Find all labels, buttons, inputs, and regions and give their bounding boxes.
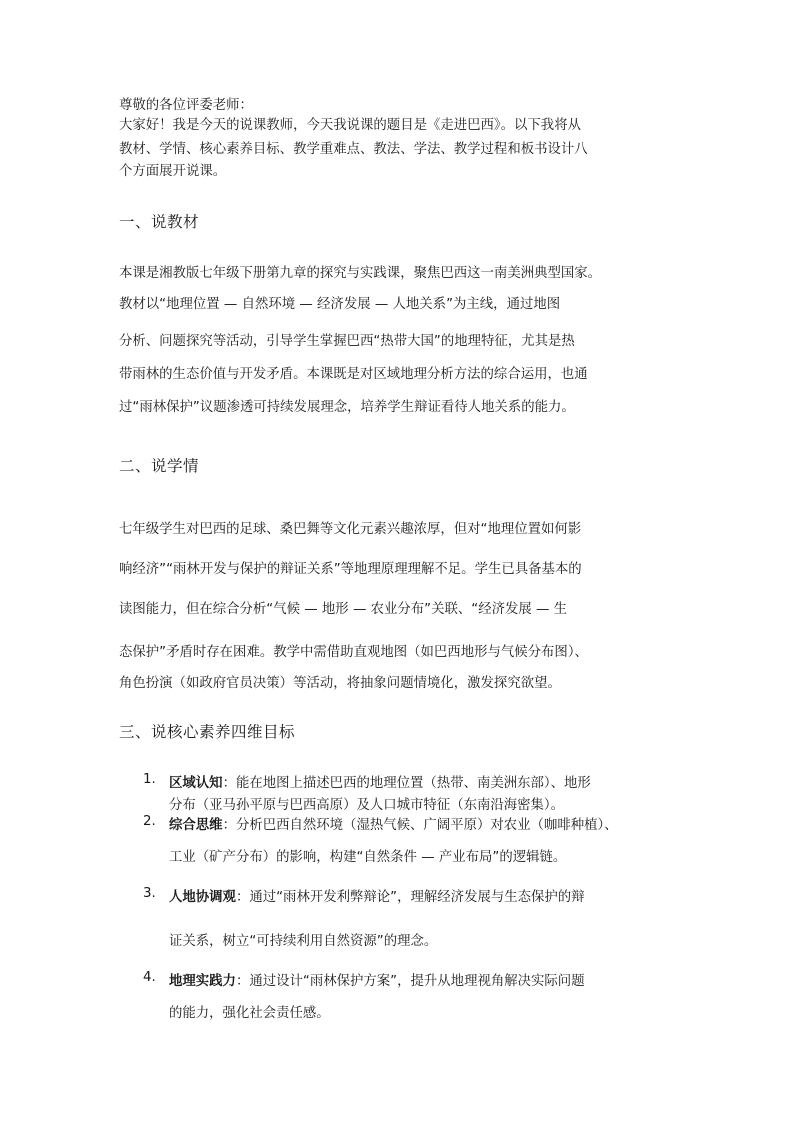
list-number: 4. (143, 970, 156, 985)
intro-line: 个方面展开说课。 (119, 164, 227, 179)
list-text: 的能力，强化社会责任感。 (169, 1006, 330, 1021)
list-text: ：分析巴西自然环境（湿热气候、广阔平原）对农业（咖啡种植）、 (222, 818, 618, 833)
paragraph-line: 七年级学生对巴西的足球、桑巴舞等文化元素兴趣浓厚，但对“地理位置如何影 (119, 522, 582, 537)
list-term: 综合思维 (169, 818, 223, 833)
list-text: 工业（矿产分布）的影响，构建“自然条件 — 产业布局”的逻辑链。 (169, 850, 567, 865)
paragraph-line: 读图能力，但在综合分析“气候 — 地形 — 农业分布”关联、“经济发展 — 生 (119, 602, 568, 617)
list-term: 区域认知 (169, 776, 223, 791)
list-text: 证关系，树立“可持续利用自然资源”的理念。 (169, 934, 438, 949)
intro-line: 大家好！我是今天的说课教师，今天我说课的题目是《走进巴西》。以下我将从 (119, 118, 581, 133)
list-term: 地理实践力 (169, 974, 236, 989)
paragraph-line: 带雨林的生态价值与开发矛盾。本课既是对区域地理分析方法的综合运用，也通 (119, 367, 588, 382)
paragraph-line: 本课是湘教版七年级下册第九章的探究与实践课，聚焦巴西这一南美洲典型国家。 (119, 266, 602, 281)
paragraph-line: 过“雨林保护”议题渗透可持续发展理念，培养学生辩证看待人地关系的能力。 (119, 400, 575, 415)
list-term: 人地协调观 (169, 890, 236, 905)
list-text: ：通过“雨林开发利弊辩论”，理解经济发展与生态保护的辩 (235, 890, 585, 905)
list-text: ：通过设计“雨林保护方案”，提升从地理视角解决实际问题 (235, 974, 585, 989)
intro-line: 教材、学情、核心素养目标、教学重难点、教法、学法、教学过程和板书设计八 (119, 142, 588, 157)
section-heading: 二、说学情 (119, 457, 200, 475)
greeting: 尊敬的各位评委老师： (119, 98, 253, 113)
paragraph-line: 态保护”矛盾时存在困难。教学中需借助直观地图（如巴西地形与气候分布图）、 (119, 645, 588, 660)
paragraph-line: 教材以“地理位置 — 自然环境 — 经济发展 — 人地关系”为主线，通过地图 (119, 297, 561, 312)
list-number: 2. (143, 814, 156, 829)
paragraph-line: 响经济”“雨林开发与保护的辩证关系”等地理原理理解不足。学生已具备基本的 (119, 562, 582, 577)
paragraph-line: 分析、问题探究等活动，引导学生掌握巴西“热带大国”的地理特征，尤其是热 (119, 334, 575, 349)
list-number: 1. (143, 772, 156, 787)
list-text: 分布（亚马孙平原与巴西高原）及人口城市特征（东南沿海密集）。 (169, 798, 565, 813)
section-heading: 三、说核心素养四维目标 (119, 723, 296, 741)
section-heading: 一、说教材 (119, 213, 200, 231)
paragraph-line: 角色扮演（如政府官员决策）等活动，将抽象问题情境化，激发探究欲望。 (119, 676, 561, 691)
list-number: 3. (143, 886, 156, 901)
list-text: ：能在地图上描述巴西的地理位置（热带、南美洲东部）、地形 (222, 776, 591, 791)
